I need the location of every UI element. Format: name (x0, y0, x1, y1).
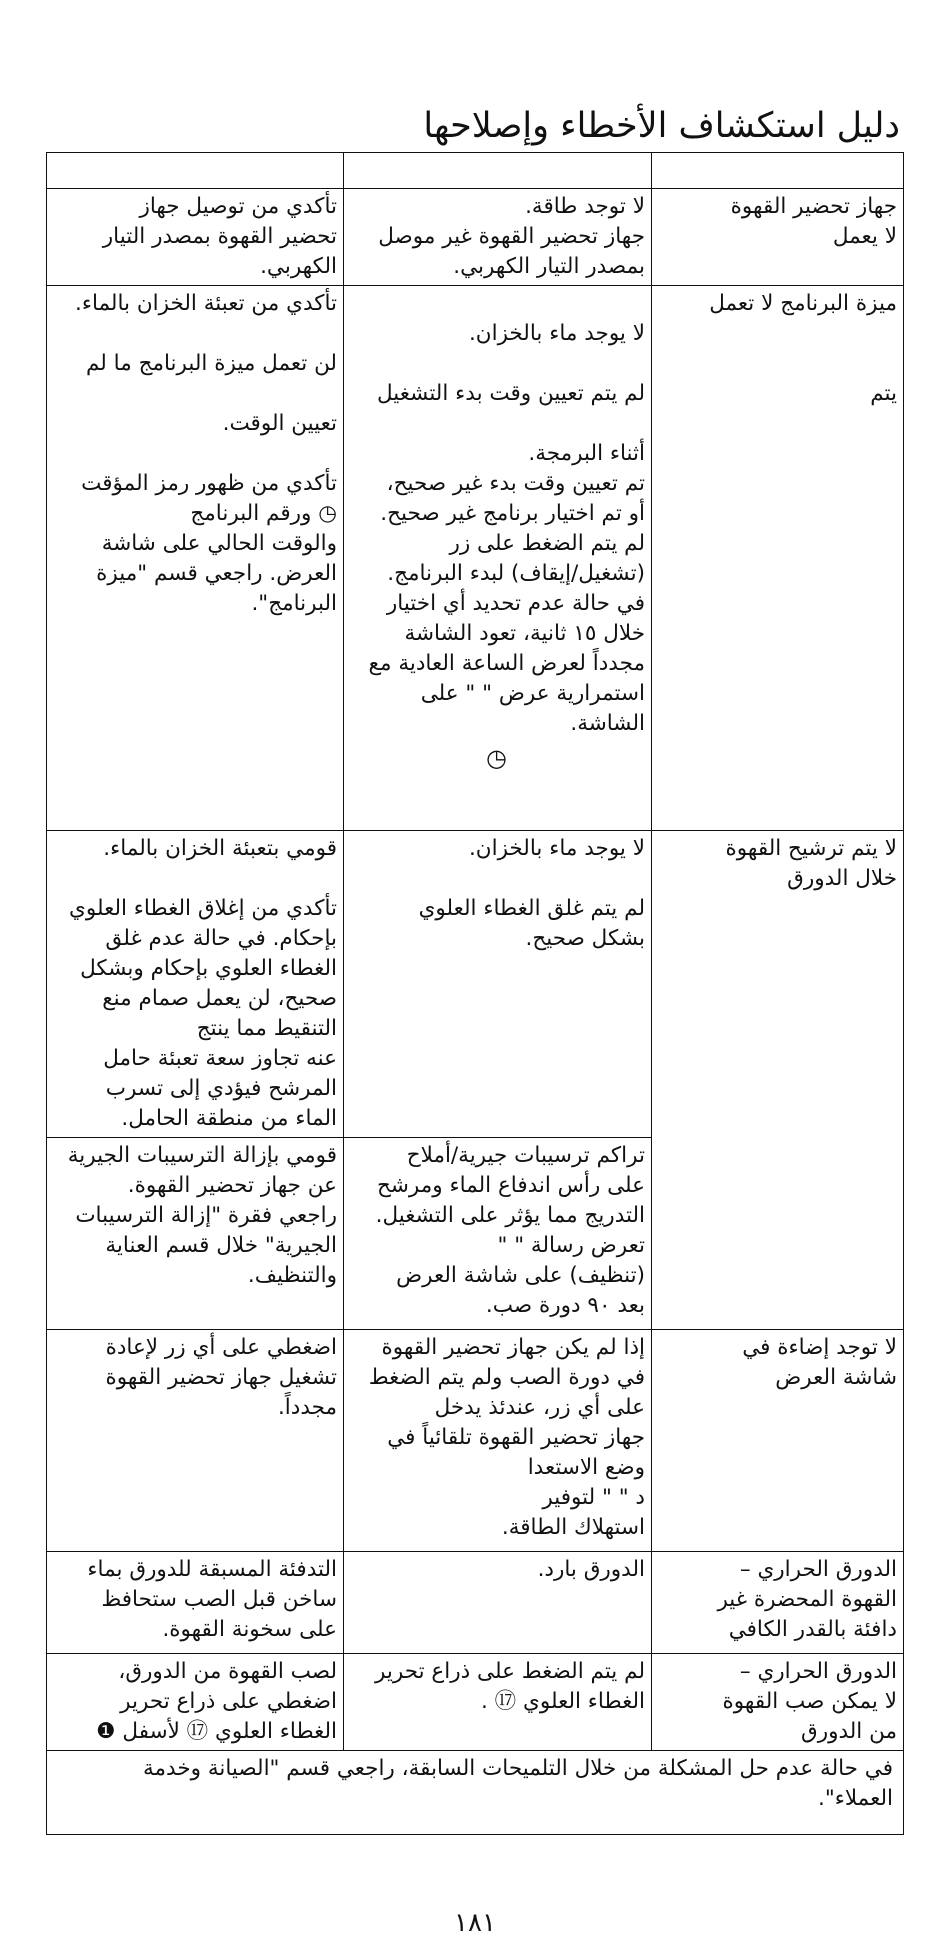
footer-note: في حالة عدم حل المشكلة من خلال التلميحات السابقة، راجعي قسم "الصيانة وخدمة العملاء". (47, 1751, 904, 1835)
cause-cell: إذا لم يكن جهاز تحضير القهوة في دورة الصب ولم يتم الضغط على أي زر، عندئذ يدخل جهاز تحضير القهوة تلقائياً في وضع الاستعدا د " " لتوفير استهلاك الطاقة. (344, 1330, 652, 1552)
cause-cell: الدورق بارد. (344, 1552, 652, 1654)
page-title: دليل استكشاف الأخطاء وإصلاحها (423, 106, 900, 147)
table-row (47, 189, 904, 286)
header-cell-solution (47, 153, 344, 189)
table-row (47, 1552, 904, 1654)
problem-cell: الدورق الحراري – لا يمكن صب القهوة من الدورق (652, 1654, 904, 1751)
solution-cell: التدفئة المسبقة للدورق بماء ساخن قبل الصب ستحافظ على سخونة القهوة. (47, 1552, 344, 1654)
table-row (47, 1330, 904, 1552)
problem-cell: جهاز تحضير القهوة لا يعمل (652, 189, 904, 286)
cause-cell (344, 286, 652, 831)
cause-cell: لا يوجد ماء بالخزان. لم يتم غلق الغطاء العلوي بشكل صحيح. (344, 831, 652, 1138)
timer-clock-icon: ◷ (486, 744, 507, 772)
problem-cell: الدورق الحراري – القهوة المحضرة غير دافئة بالقدر الكافي (652, 1552, 904, 1654)
header-cell-cause (344, 153, 652, 189)
cause-cell: لم يتم الضغط على ذراع تحرير الغطاء العلوي ⑰ . (344, 1654, 652, 1751)
table-row (47, 831, 904, 1138)
solution-cell: اضغطي على أي زر لإعادة تشغيل جهاز تحضير القهوة مجدداً. (47, 1330, 344, 1552)
problem-cell: لا يتم ترشيح القهوة خلال الدورق (652, 831, 904, 1330)
cause-text: لا يوجد ماء بالخزان. لم يتم تعيين وقت بدء التشغيل أثناء البرمجة. تم تعيين وقت بدء غير صحيح، أو تم اختيار برنامج غير صحيح. لم يتم الضغط على زر (تشغيل/إيقاف) لبدء البرنامج. في حالة عدم تحديد أي اختيار خلال ١٥ ثانية، تعود الشاشة مجدداً لعرض الساعة العادية مع استمرارية عرض " " على الشاشة. (368, 321, 645, 736)
troubleshooting-table (46, 152, 904, 1835)
solution-cell: تأكدي من تعبئة الخزان بالماء. لن تعمل ميزة البرنامج ما لم تعيين الوقت. تأكدي من ظهور رمز المؤقت ◷ ورقم البرنامج والوقت الحالي على شاشة العرض. راجعي قسم "ميزة البرنامج". (47, 286, 344, 831)
footer-note-row (47, 1751, 904, 1835)
cause-cell: تراكم ترسيبات جيرية/أملاح على رأس اندفاع الماء ومرشح التدريج مما يؤثر على التشغيل. تعرض رسالة " " (تنظيف) على شاشة العرض بعد ٩٠ دورة صب. (344, 1138, 652, 1330)
table-header-row (47, 153, 904, 189)
solution-cell: قومي بإزالة الترسيبات الجيرية عن جهاز تحضير القهوة. راجعي فقرة "إزالة الترسيبات الجيرية" خلال قسم العناية والتنظيف. (47, 1138, 344, 1330)
cause-cell: لا توجد طاقة. جهاز تحضير القهوة غير موصل بمصدر التيار الكهربي. (344, 189, 652, 286)
problem-cell: ميزة البرنامج لا تعمل يتم (652, 286, 904, 831)
solution-cell: لصب القهوة من الدورق، اضغطي على ذراع تحرير الغطاء العلوي ⑰ لأسفل ❶ (47, 1654, 344, 1751)
solution-cell: تأكدي من توصيل جهاز تحضير القهوة بمصدر التيار الكهربي. (47, 189, 344, 286)
page-number: ١٨١ (454, 1908, 496, 1938)
solution-cell: قومي بتعبئة الخزان بالماء. تأكدي من إغلاق الغطاء العلوي بإحكام. في حالة عدم غلق الغطاء العلوي بإحكام وبشكل صحيح، لن يعمل صمام منع التنقيط مما ينتج عنه تجاوز سعة تعبئة حامل المرشح فيؤدي إلى تسرب الماء من منطقة الحامل. (47, 831, 344, 1138)
table-row (47, 286, 904, 831)
table-row (47, 1654, 904, 1751)
problem-cell: لا توجد إضاءة في شاشة العرض (652, 1330, 904, 1552)
header-cell-problem (652, 153, 904, 189)
